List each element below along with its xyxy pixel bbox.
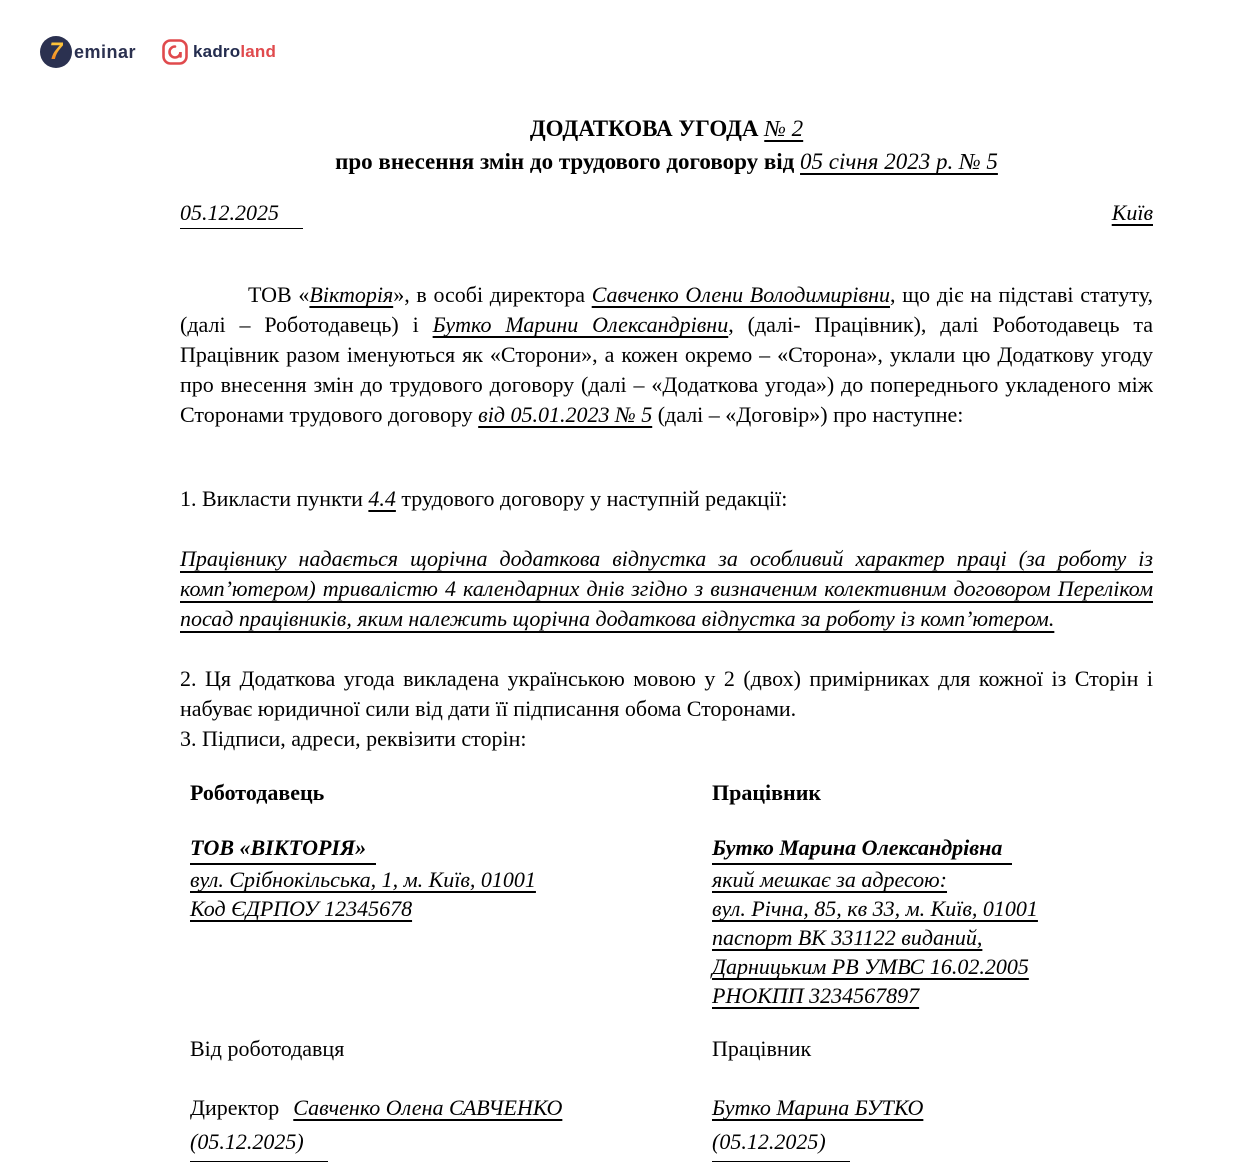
title-line-2-date: 05 січня 2023 р. № 5 xyxy=(800,149,998,174)
employer-edrpou: Код ЄДРПОУ 12345678 xyxy=(190,896,413,921)
contract-date-inline: від 05.01.2023 № 5 xyxy=(478,402,653,427)
employer-sub-header: Від роботодавця xyxy=(190,1036,345,1061)
employee-header: Працівник xyxy=(712,780,822,805)
seminar-seven-icon xyxy=(40,36,72,68)
title-line-1-number: № 2 xyxy=(764,116,804,141)
employee-sub-header: Працівник xyxy=(712,1036,812,1061)
title-line-1-text: ДОДАТКОВА УГОДА xyxy=(529,116,765,141)
kadroland-text-dark: kadro xyxy=(193,42,241,61)
employee-residence-label: який мешкає за адресою: xyxy=(712,867,948,892)
document-body xyxy=(180,0,1153,1168)
signatures-section xyxy=(190,776,1153,1162)
employee-name-inline: Бутко Марини Олександрівни xyxy=(432,312,729,337)
dateline xyxy=(180,200,1153,229)
employer-sign-date: (05.12.2025) xyxy=(190,1125,328,1162)
signature-lines xyxy=(190,1091,1153,1162)
seminar-logo-text: eminar xyxy=(74,41,137,62)
title-line-2 xyxy=(180,145,1153,178)
intro-text: ТОВ « xyxy=(248,282,310,307)
employee-sign-date: (05.12.2025) xyxy=(712,1125,850,1162)
document-title xyxy=(180,112,1153,178)
signature-sub-headers xyxy=(190,1034,1153,1063)
title-line-1 xyxy=(180,112,1153,145)
signature-headers xyxy=(190,776,1153,809)
company-name-inline: Вікторія xyxy=(309,282,394,307)
clauses-2-3 xyxy=(180,664,1153,754)
employer-signature xyxy=(190,1091,712,1162)
intro-text: (далі – «Договір») про наступне: xyxy=(652,402,964,427)
employee-passport: паспорт ВК 331122 виданий, xyxy=(712,925,983,950)
employee-sign-name: Бутко Марина БУТКО xyxy=(712,1095,924,1120)
employee-passport-issuer: Дарницьким РВ УМВС 16.02.2005 xyxy=(712,954,1029,979)
kadroland-text-red: land xyxy=(240,42,277,61)
employee-rnokpp: РНОКПП 3234567897 xyxy=(712,983,920,1008)
employee-address: вул. Річна, 85, кв 33, м. Київ, 01001 xyxy=(712,896,1038,921)
employee-name: Бутко Марина Олександрівна xyxy=(712,833,1012,865)
clause-1 xyxy=(180,484,1153,514)
signature-details xyxy=(190,833,1153,1010)
employee-signature xyxy=(712,1091,1153,1162)
seminar-seven-glyph: 7 xyxy=(49,38,63,65)
document-city: Київ xyxy=(1111,200,1153,225)
title-line-2-text: про внесення змін до трудового договору від xyxy=(335,149,801,174)
clause-1-text: 1. Викласти пункти xyxy=(180,486,369,511)
employee-details xyxy=(712,833,1153,1010)
quoted-clause-text: Працівнику надається щорічна додаткова відпустка за особливий характер праці (за роботу із комп’ютером) тривалістю 4 календарних днів згідно з визначеним колективним договором Переліком посад працівників, яким належить щорічна додаткова відпустка за роботу із комп’ютером. xyxy=(180,546,1153,631)
intro-paragraph xyxy=(180,280,1153,430)
employer-address: вул. Срібнокільська, 1, м. Київ, 01001 xyxy=(190,867,536,892)
clause-2: 2. Ця Додаткова угода викладена українською мовою у 2 (двох) примірниках для кожної із Сторін і набуває юридичної сили від дати її підписання обома Сторонами. xyxy=(180,666,1153,721)
employer-sign-name: Савченко Олена САВЧЕНКО xyxy=(293,1095,563,1120)
clause-1-text: трудового договору у наступній редакції: xyxy=(395,486,788,511)
director-name-inline: Савченко Олени Володимирівни xyxy=(591,282,891,307)
employer-details xyxy=(190,833,712,1010)
clause-3: 3. Підписи, адреси, реквізити сторін: xyxy=(180,726,527,751)
employer-header: Роботодавець xyxy=(190,780,325,805)
employer-name: ТОВ «ВІКТОРІЯ» xyxy=(190,833,376,865)
intro-text: », в особі директора xyxy=(393,282,592,307)
seminar-logo xyxy=(40,36,136,68)
document-date: 05.12.2025 xyxy=(180,200,303,229)
clause-1-point: 4.4 xyxy=(368,486,396,511)
employer-sign-role: Директор xyxy=(190,1095,280,1120)
intro-text: , (далі- Працівник), далі Роботодавець та Працівник разом іменуються як «Сторони», а кожен окремо – «Сторона», уклали цю Додаткову угоду про внесення змін до трудового договору (далі – «Додаткова угода») до попереднього укладеного між Сторонами трудового договору xyxy=(180,312,1154,427)
intro-text: , що діє на підставі статуту, (далі – Роботодавець) і xyxy=(180,282,1153,337)
